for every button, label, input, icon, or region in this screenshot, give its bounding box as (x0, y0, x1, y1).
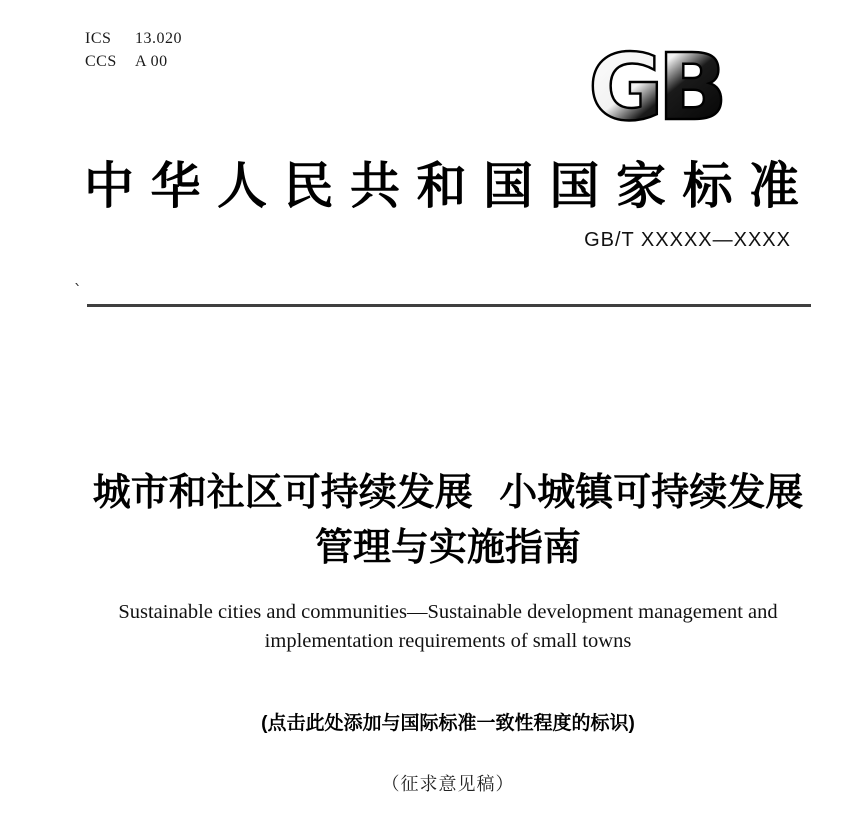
classification-codes (85, 27, 182, 73)
draft-stage-note: （征求意见稿） (381, 774, 515, 794)
document-title-line2: 管理与实施指南 (314, 527, 581, 569)
national-standard-masthead: 中华人民共和国国家标准 (84, 158, 816, 214)
standard-number: GB/T XXXXX—XXXX (584, 229, 791, 251)
stray-grave-mark: ` (73, 281, 83, 300)
consistency-degree-placeholder[interactable]: (点击此处添加与国际标准一致性程度的标识) (261, 713, 635, 734)
ics-label: ICS (85, 30, 112, 47)
ics-value: 13.020 (135, 30, 182, 47)
ics-code-row (85, 27, 182, 50)
gb-standard-logo-icon (572, 38, 738, 132)
gb-logo-text: GB (588, 38, 722, 132)
ccs-code-row (85, 50, 182, 73)
document-title-english: Sustainable cities and communities—Sustainable development management and implementation requirements of small towns (118, 601, 778, 652)
ccs-value: A 00 (135, 53, 168, 70)
header-divider-rule (87, 304, 811, 307)
document-title-line1: 城市和社区可持续发展 小城镇可持续发展 (92, 472, 804, 514)
ccs-label: CCS (85, 53, 117, 70)
document-title-chinese (85, 466, 811, 576)
